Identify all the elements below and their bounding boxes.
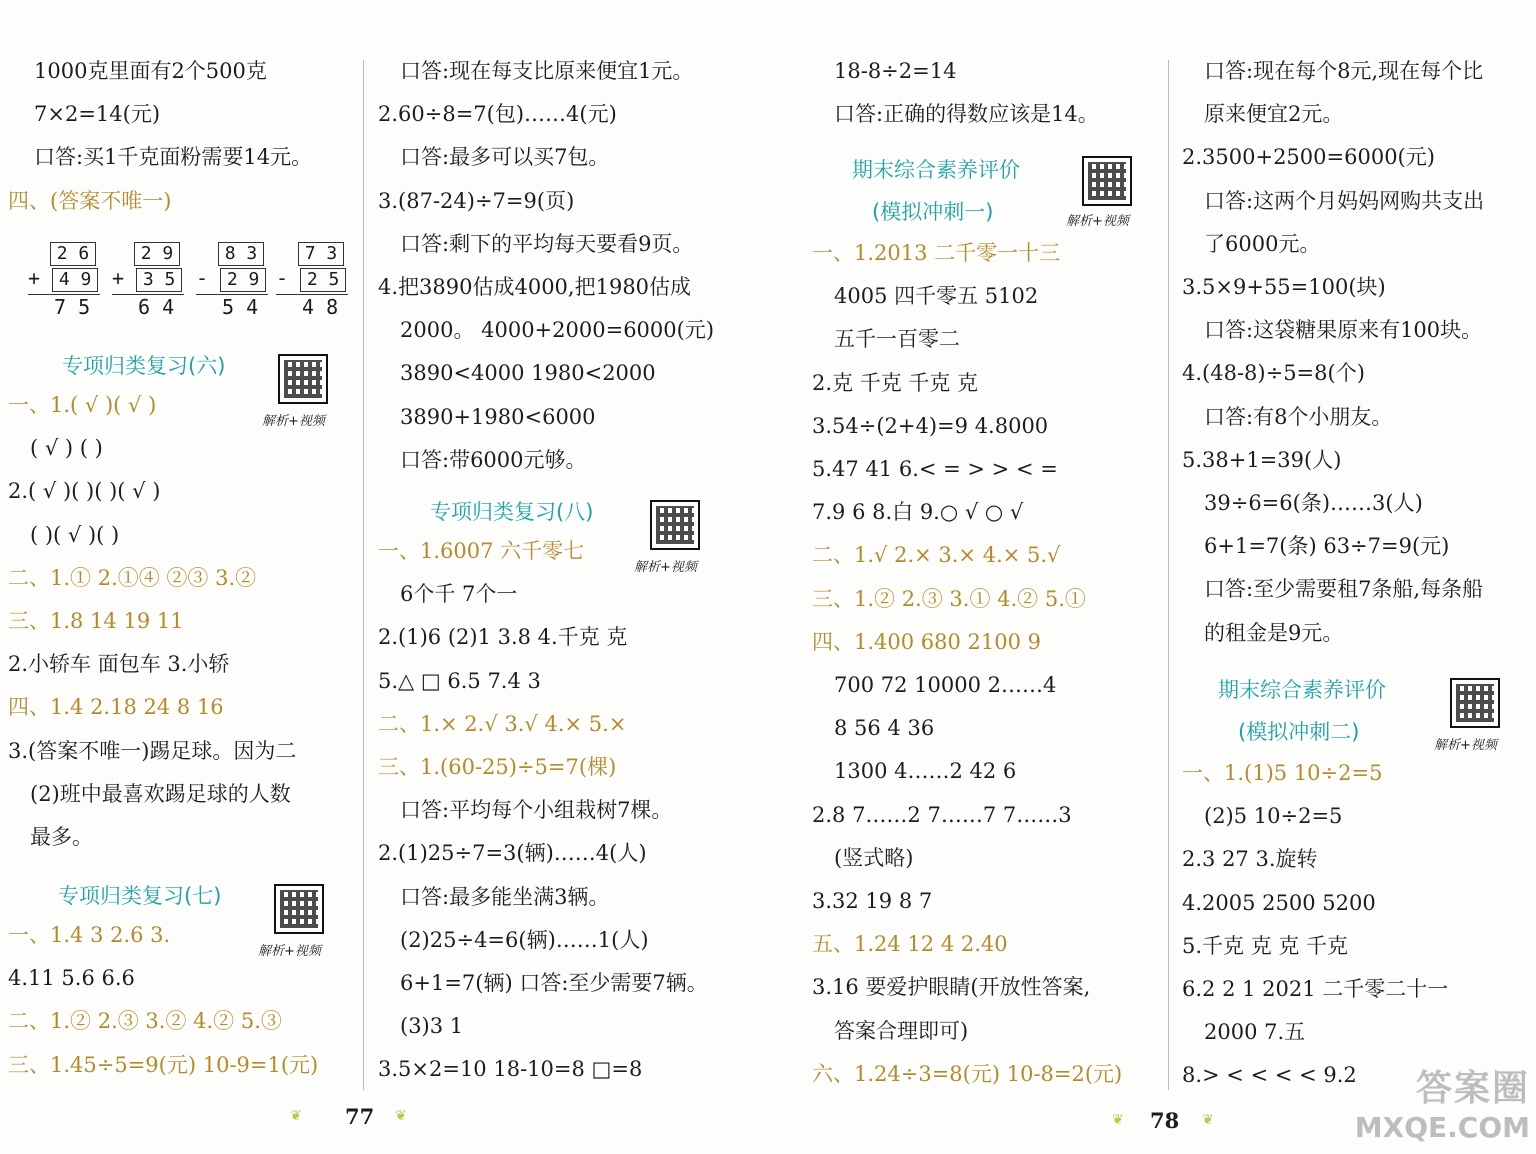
qr-code[interactable] <box>1450 678 1500 728</box>
section-heading-8: 专项归类复习(八) <box>430 500 594 524</box>
answer-line: 原来便宜2元。 <box>1204 102 1344 127</box>
answer-line: 6个千 7个一 <box>400 582 518 607</box>
answer-line: 四、1.4 2.18 24 8 16 <box>8 695 224 720</box>
exam-heading-2: 期末综合素养评价 <box>1218 678 1386 702</box>
vertical-calc-3 <box>196 240 268 319</box>
qr-label: 解析+视频 <box>262 414 325 429</box>
calc-result: 7 5 <box>54 295 91 319</box>
calc-result: 5 4 <box>222 295 259 319</box>
page-number-right: 78 <box>1150 1108 1180 1133</box>
column-1-b <box>8 384 353 859</box>
answer-line: 6+1=7(辆) 口答:至少需要7辆。 <box>400 971 708 996</box>
calc-top: 7 3 <box>298 242 344 266</box>
answer-line: 2.3500+2500=6000(元) <box>1182 145 1435 170</box>
leaf-icon: ❦ <box>1112 1112 1124 1128</box>
answer-line: 2.小轿车 面包车 3.小轿 <box>8 652 230 677</box>
answer-line: 口答:有8个小朋友。 <box>1204 404 1393 429</box>
answer-line: 口答:现在每支比原来便宜1元。 <box>400 59 694 83</box>
answer-line: 五、1.24 12 4 2.40 <box>812 932 1008 957</box>
answer-line: 三、1.(60-25)÷5=7(棵) <box>378 755 617 780</box>
answer-line: 3.(答案不唯一)踢足球。因为二 <box>8 738 297 763</box>
answer-line: 4.2005 2500 5200 <box>1182 890 1376 915</box>
answer-line: 3.54÷(2+4)=9 4.8000 <box>812 413 1049 438</box>
section-heading-7: 专项归类复习(七) <box>58 884 222 908</box>
qr-label: 解析+视频 <box>634 560 697 575</box>
leaf-icon: ❦ <box>290 1108 302 1124</box>
calc-top: 2 6 <box>50 242 96 266</box>
column-4-b <box>1182 752 1527 1098</box>
column-3 <box>812 50 1157 136</box>
answer-line: 4.11 5.6 6.6 <box>8 966 135 991</box>
answer-line: 二、1.① 2.①④ ②③ 3.② <box>8 565 257 590</box>
answer-line: 2000 7.五 <box>1204 1020 1306 1045</box>
page-number-left: 77 <box>345 1104 375 1129</box>
calc-operator: + <box>28 266 41 290</box>
vertical-calc-1 <box>28 240 100 319</box>
answer-line: 6.2 2 1 2021 二千零二十一 <box>1182 977 1449 1002</box>
answer-line: 三、1.8 14 19 11 <box>8 609 184 634</box>
calc-operator: - <box>276 266 289 290</box>
qr-label: 解析+视频 <box>258 944 321 959</box>
answer-line: 二、1.√ 2.× 3.× 4.× 5.√ <box>812 543 1061 568</box>
answer-line: 一、1.4 3 2.6 3. <box>8 923 171 947</box>
answer-line: 口答:最多能坐满3辆。 <box>400 884 610 909</box>
answer-line: 5.千克 克 克 千克 <box>1182 933 1349 958</box>
answer-line: 5.47 41 6.< = > > < = <box>812 457 1058 482</box>
answer-line: 最多。 <box>30 825 93 850</box>
watermark-url: MXQE.COM <box>1354 1111 1530 1144</box>
exam-heading-1: 期末综合素养评价 <box>852 158 1020 182</box>
vertical-calc-4 <box>276 240 348 319</box>
calc-bottom: 2 5 <box>300 268 346 292</box>
answer-line: 3890<4000 1980<2000 <box>400 361 656 386</box>
qr-label: 解析+视频 <box>1434 738 1497 753</box>
answer-line: 口答:这两个月妈妈网购共支出 <box>1204 188 1485 213</box>
answer-line: (2)班中最喜欢踢足球的人数 <box>30 781 291 806</box>
answer-line: 五千一百零二 <box>834 327 960 352</box>
leaf-icon: ❦ <box>1202 1112 1214 1128</box>
answer-line: 4005 四千零五 5102 <box>834 284 1039 309</box>
answer-line: 三、1.② 2.③ 3.① 4.② 5.① <box>812 586 1086 611</box>
column-divider <box>1168 60 1169 1090</box>
watermark-text: 答案圈 <box>1415 1068 1530 1109</box>
calc-bottom: 2 9 <box>220 268 266 292</box>
answer-line: 口答:至少需要租7条船,每条船 <box>1204 577 1484 602</box>
answer-line: ( √ ) ( ) <box>30 436 103 461</box>
answer-line: 一、1.( √ )( √ ) <box>8 393 157 417</box>
column-1 <box>8 50 353 223</box>
answer-line: 5.38+1=39(人) <box>1182 447 1342 472</box>
answer-line: 5.△ □ 6.5 7.4 3 <box>378 668 541 693</box>
answer-line: 口答:正确的得数应该是14。 <box>834 102 1099 127</box>
answer-line: 18-8÷2=14 <box>834 59 957 83</box>
vertical-calc-2 <box>112 240 184 319</box>
answer-line: 四、1.400 680 2100 9 <box>812 629 1042 654</box>
answer-line: 2.( √ )( )( )( √ ) <box>8 479 161 504</box>
calc-top: 8 3 <box>218 242 264 266</box>
calc-top: 2 9 <box>134 242 180 266</box>
calc-operator: - <box>196 266 209 290</box>
answer-line: 3.5×9+55=100(块) <box>1182 275 1386 300</box>
answer-line: (2)25÷4=6(辆)……1(人) <box>400 927 649 952</box>
column-2 <box>378 50 723 482</box>
answer-line: 2.8 7……2 7……7 7……3 <box>812 802 1072 827</box>
answer-line: 3.(87-24)÷7=9(页) <box>378 188 575 213</box>
answer-line: 口答:最多可以买7包。 <box>400 145 610 170</box>
section-label: 四、(答案不唯一) <box>8 188 172 213</box>
answer-line: 39÷6=6(条)……3(人) <box>1204 491 1423 516</box>
answer-line: 一、1.(1)5 10÷2=5 <box>1182 761 1383 785</box>
answer-line: 2.(1)25÷7=3(辆)……4(人) <box>378 841 647 866</box>
answer-line: 一、1.6007 六千零七 <box>378 539 585 563</box>
answer-line: 2.(1)6 (2)1 3.8 4.千克 克 <box>378 625 628 650</box>
answer-line: 口答:现在每个8元,现在每个比 <box>1204 59 1484 83</box>
answer-line: 六、1.24÷3=8(元) 10-8=2(元) <box>812 1061 1123 1086</box>
column-divider <box>363 60 364 1090</box>
answer-line: 1000克里面有2个500克 <box>34 59 267 83</box>
answer-line: (竖式略) <box>834 845 914 870</box>
answer-line: 二、1.② 2.③ 3.② 4.② 5.③ <box>8 1009 282 1034</box>
column-2-b <box>378 530 723 1092</box>
answer-line: (2)5 10÷2=5 <box>1204 804 1343 829</box>
answer-line: (3)3 1 <box>400 1014 464 1039</box>
answer-line: 700 72 10000 2……4 <box>834 673 1057 698</box>
answer-line: 的租金是9元。 <box>1204 620 1344 645</box>
answer-line: 6+1=7(条) 63÷7=9(元) <box>1204 534 1450 559</box>
qr-code[interactable] <box>1082 156 1132 206</box>
answer-line: 7.9 6 8.白 9.○ √ ○ √ <box>812 500 1024 525</box>
watermark-logo <box>1355 1060 1530 1144</box>
answer-line: 口答:买1千克面粉需要14元。 <box>34 145 313 170</box>
answer-line: 一、1.2013 二千零一十三 <box>812 241 1061 265</box>
answer-line: 1300 4……2 42 6 <box>834 759 1017 784</box>
answer-line: 口答:这袋糖果原来有100块。 <box>1204 318 1483 343</box>
answer-line: 8.> < < < < 9.2 <box>1182 1063 1357 1088</box>
answer-line: 3.16 要爱护眼睛(开放性答案, <box>812 975 1091 1000</box>
column-4 <box>1182 50 1527 655</box>
exam-subheading-2: (模拟冲刺二) <box>1238 720 1360 744</box>
answer-line: 2.3 27 3.旋转 <box>1182 847 1318 872</box>
calc-bottom: 3 5 <box>136 268 182 292</box>
answer-line: 2000。 4000+2000=6000(元) <box>400 318 715 343</box>
answer-line: 3890+1980<6000 <box>400 404 596 429</box>
qr-label: 解析+视频 <box>1066 214 1129 229</box>
answer-line: 3.32 19 8 7 <box>812 889 933 914</box>
answer-line: 2.60÷8=7(包)……4(元) <box>378 102 617 127</box>
calc-operator: + <box>112 266 125 290</box>
answer-line: ( )( √ )( ) <box>30 522 120 547</box>
answer-line: 8 56 4 36 <box>834 716 935 741</box>
answer-line: 7×2=14(元) <box>34 102 161 127</box>
answer-line: 3.5×2=10 18-10=8 □=8 <box>378 1057 643 1082</box>
calc-result: 4 8 <box>302 295 339 319</box>
column-1-c <box>8 914 353 1087</box>
answer-line: 三、1.45÷5=9(元) 10-9=1(元) <box>8 1052 319 1077</box>
leaf-icon: ❦ <box>395 1108 407 1124</box>
section-heading-6: 专项归类复习(六) <box>62 354 226 378</box>
calc-bottom: 4 9 <box>52 268 98 292</box>
answer-line: 口答:带6000元够。 <box>400 447 587 472</box>
answer-line: 4.(48-8)÷5=8(个) <box>1182 361 1365 386</box>
answer-line: 二、1.× 2.√ 3.√ 4.× 5.× <box>378 711 627 736</box>
answer-line: 口答:剩下的平均每天要看9页。 <box>400 231 694 256</box>
answer-line: 答案合理即可) <box>834 1018 969 1043</box>
answer-line: 2.克 千克 千克 克 <box>812 370 979 395</box>
vertical-calculations <box>28 240 353 330</box>
calc-result: 6 4 <box>138 295 175 319</box>
exam-subheading-1: (模拟冲刺一) <box>872 200 994 224</box>
answer-line: 4.把3890估成4000,把1980估成 <box>378 275 692 300</box>
answer-line: 了6000元。 <box>1204 231 1321 256</box>
column-3-b <box>812 232 1157 1096</box>
answer-line: 口答:平均每个小组栽树7棵。 <box>400 798 673 823</box>
